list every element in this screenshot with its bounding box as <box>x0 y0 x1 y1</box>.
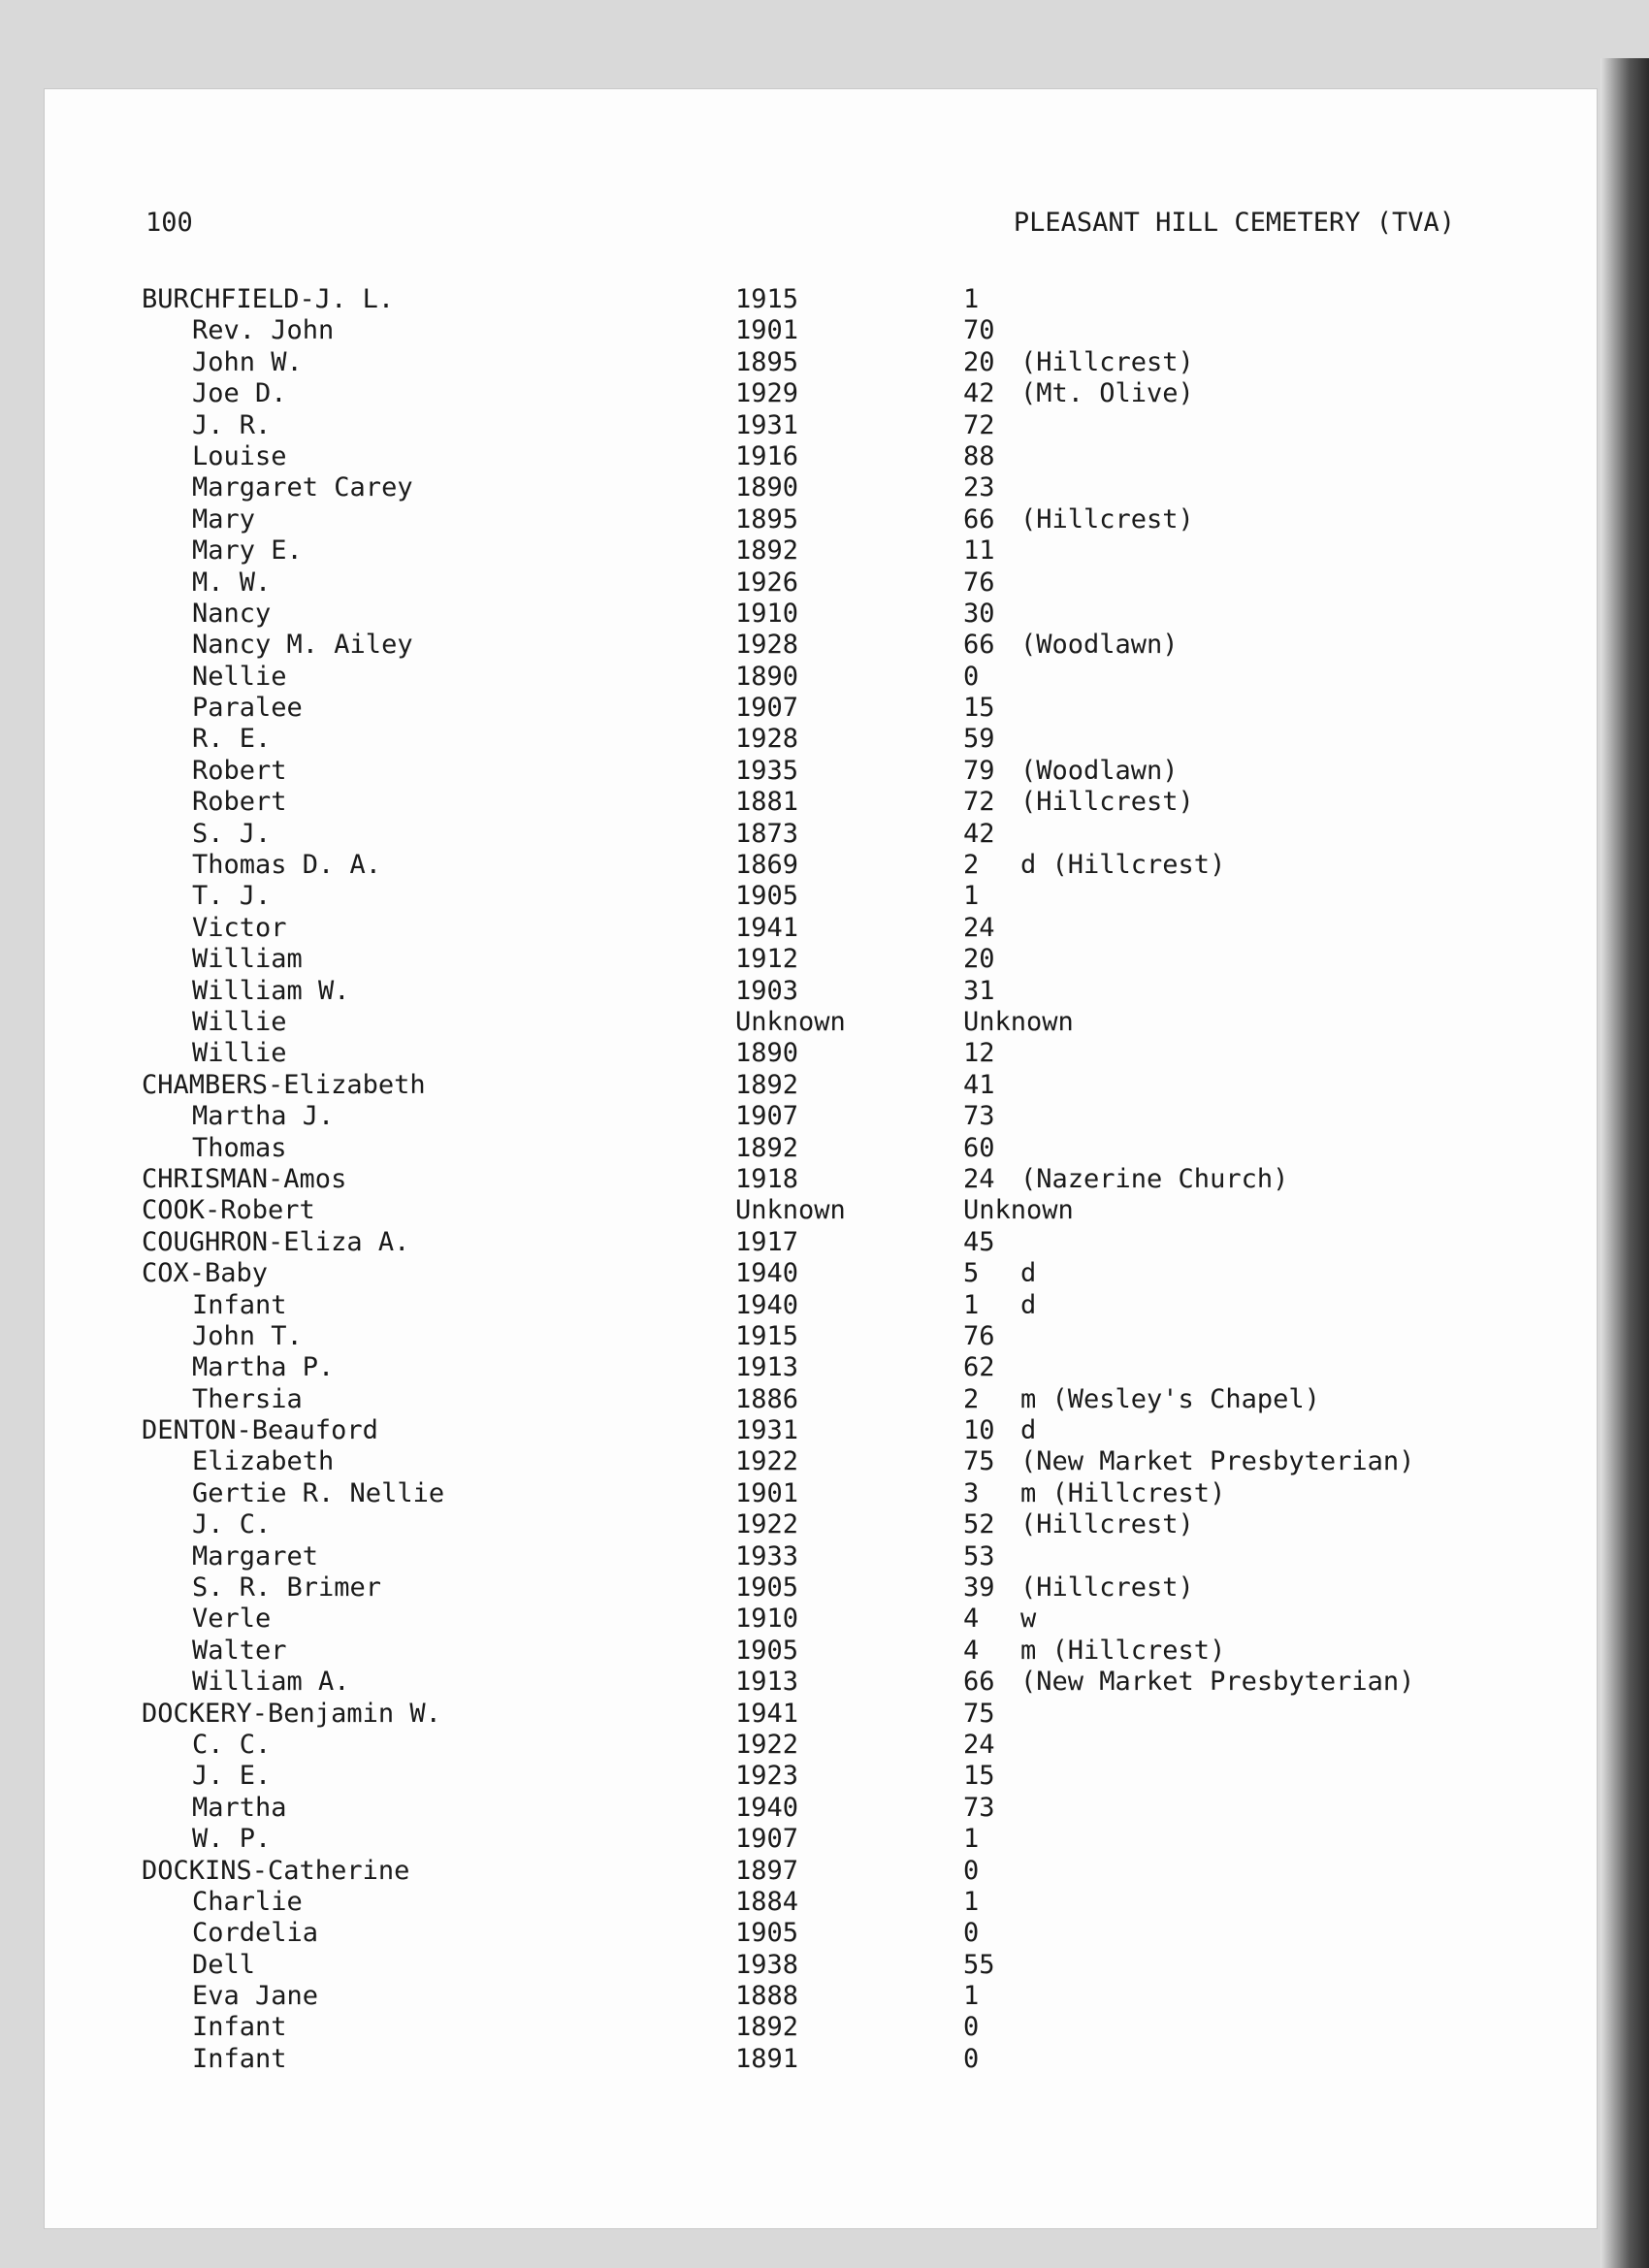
entry-age: 73 <box>963 1792 995 1823</box>
entry-name: COUGHRON-Eliza A. <box>142 1226 410 1257</box>
entry-name: Willie <box>192 1006 287 1037</box>
entry-year: 1928 <box>735 630 799 661</box>
entry-year: 1931 <box>735 409 799 440</box>
entry-name: DOCKINS-Catherine <box>142 1855 410 1886</box>
entry-year: 1895 <box>735 503 799 535</box>
entry-name: CHRISMAN-Amos <box>142 1163 347 1194</box>
entry-age: 0 <box>963 2043 980 2074</box>
entry-age: 20 <box>963 944 995 975</box>
entry-year: 1890 <box>735 472 799 503</box>
entry-note: (Nazerine Church) <box>1020 1163 1289 1194</box>
entry-year: 1907 <box>735 1101 799 1132</box>
entry-year: 1938 <box>735 1949 799 1980</box>
entry-name: Elizabeth <box>192 1446 335 1477</box>
entry-name: William W. <box>192 975 350 1006</box>
entry-year: 1907 <box>735 1824 799 1855</box>
entry-year: 1922 <box>735 1729 799 1760</box>
entry-year: 1940 <box>735 1792 799 1823</box>
entry-age: 42 <box>963 378 995 409</box>
entry-year: 1881 <box>735 787 799 818</box>
entry-age: 24 <box>963 912 995 943</box>
entry-year: 1901 <box>735 315 799 346</box>
entry-age: 39 <box>963 1572 995 1604</box>
entry-age: 1 <box>963 1824 980 1855</box>
entry-name: Dell <box>192 1949 256 1980</box>
entry-name: William <box>192 944 303 975</box>
entry-name: Margaret Carey <box>192 472 413 503</box>
entry-name: Thomas D. A. <box>192 850 382 881</box>
entry-note: m (Hillcrest) <box>1020 1635 1226 1666</box>
entry-name: Robert <box>192 787 287 818</box>
entry-year: 1935 <box>735 755 799 786</box>
entry-year: 1929 <box>735 378 799 409</box>
entry-note: w <box>1020 1604 1037 1635</box>
entry-year: 1940 <box>735 1258 799 1289</box>
entry-name: J. E. <box>192 1761 272 1792</box>
entry-year: 1926 <box>735 567 799 598</box>
entry-year: 1941 <box>735 912 799 943</box>
entry-age: 73 <box>963 1101 995 1132</box>
entry-year: 1891 <box>735 2043 799 2074</box>
entry-year: 1905 <box>735 1918 799 1949</box>
entry-note: (New Market Presbyterian) <box>1020 1446 1415 1477</box>
entry-name: Infant <box>192 1289 287 1320</box>
entry-name: Thersia <box>192 1383 303 1414</box>
entry-year: 1888 <box>735 1981 799 2012</box>
entry-name: COX-Baby <box>142 1258 269 1289</box>
entry-age: 1 <box>963 1886 980 1917</box>
entry-age: 30 <box>963 598 995 629</box>
entry-year: 1931 <box>735 1415 799 1446</box>
entry-note: (Hillcrest) <box>1020 1509 1194 1540</box>
entry-age: 0 <box>963 2012 980 2043</box>
entry-age: 79 <box>963 755 995 786</box>
entry-note: d (Hillcrest) <box>1020 850 1226 881</box>
entry-age: 1 <box>963 1289 980 1320</box>
entry-age: 3 <box>963 1477 980 1508</box>
entry-name: COOK-Robert <box>142 1195 315 1226</box>
entry-age: 76 <box>963 567 995 598</box>
entry-age: 41 <box>963 1069 995 1100</box>
entry-year: 1941 <box>735 1698 799 1729</box>
entry-name: R. E. <box>192 724 272 755</box>
entry-age: 72 <box>963 409 995 440</box>
entry-name: Paralee <box>192 693 303 724</box>
entry-name: W. P. <box>192 1824 272 1855</box>
entry-age: 66 <box>963 503 995 535</box>
entry-year: Unknown <box>735 1195 846 1226</box>
entry-name: Nancy M. Ailey <box>192 630 413 661</box>
entry-age: 75 <box>963 1446 995 1477</box>
entry-name: BURCHFIELD-J. L. <box>142 284 395 314</box>
entry-year: 1922 <box>735 1509 799 1540</box>
entry-note: d <box>1020 1258 1037 1289</box>
entry-note: m (Wesley's Chapel) <box>1020 1383 1320 1414</box>
entry-year: 1892 <box>735 1132 799 1163</box>
entry-name: J. C. <box>192 1509 272 1540</box>
entry-year: 1928 <box>735 724 799 755</box>
entry-year: 1869 <box>735 850 799 881</box>
entry-year: Unknown <box>735 1006 846 1037</box>
entry-name: Nancy <box>192 598 272 629</box>
entry-age: 53 <box>963 1540 995 1571</box>
entry-age: 23 <box>963 472 995 503</box>
entry-age: 70 <box>963 315 995 346</box>
page-number: 100 <box>146 208 193 238</box>
entry-age: 2 <box>963 850 980 881</box>
entry-name: S. J. <box>192 818 272 849</box>
entry-note: d <box>1020 1289 1037 1320</box>
entry-note: (Woodlawn) <box>1020 630 1179 661</box>
entry-age: 66 <box>963 630 995 661</box>
entry-name: Charlie <box>192 1886 303 1917</box>
entry-year: 1917 <box>735 1226 799 1257</box>
entry-age: 24 <box>963 1163 995 1194</box>
entry-year: 1886 <box>735 1383 799 1414</box>
entry-age: 52 <box>963 1509 995 1540</box>
entry-age: 4 <box>963 1635 980 1666</box>
entry-age: 15 <box>963 1761 995 1792</box>
entry-age: 72 <box>963 787 995 818</box>
entry-name: Verle <box>192 1604 272 1635</box>
entry-name: Eva Jane <box>192 1981 319 2012</box>
entry-year: 1915 <box>735 284 799 314</box>
entry-name: DENTON-Beauford <box>142 1415 378 1446</box>
entry-name: Joe D. <box>192 378 287 409</box>
entry-year: 1910 <box>735 598 799 629</box>
entry-note: (Hillcrest) <box>1020 1572 1194 1604</box>
entry-name: CHAMBERS-Elizabeth <box>142 1069 426 1100</box>
entry-name: Nellie <box>192 661 287 692</box>
entry-age: 1 <box>963 881 980 912</box>
entry-age: 88 <box>963 440 995 471</box>
entry-name: Cordelia <box>192 1918 319 1949</box>
entry-year: 1913 <box>735 1352 799 1383</box>
entry-note: (Mt. Olive) <box>1020 378 1194 409</box>
entry-age: 62 <box>963 1352 995 1383</box>
entry-age: 11 <box>963 535 995 567</box>
entry-year: 1890 <box>735 661 799 692</box>
entry-age: 59 <box>963 724 995 755</box>
entry-age: 75 <box>963 1698 995 1729</box>
entry-name: Martha <box>192 1792 287 1823</box>
entry-name: Louise <box>192 440 287 471</box>
entry-age: 55 <box>963 1949 995 1980</box>
entry-name: Victor <box>192 912 287 943</box>
page-title: PLEASANT HILL CEMETERY (TVA) <box>1013 208 1455 238</box>
entry-name: Thomas <box>192 1132 287 1163</box>
entry-age: Unknown <box>963 1195 1074 1226</box>
entry-age: 66 <box>963 1667 995 1698</box>
entry-name: C. C. <box>192 1729 272 1760</box>
entry-age: 2 <box>963 1383 980 1414</box>
entry-note: (New Market Presbyterian) <box>1020 1667 1415 1698</box>
entry-age: 20 <box>963 346 995 377</box>
entry-name: Mary E. <box>192 535 303 567</box>
entry-year: 1918 <box>735 1163 799 1194</box>
entry-note: (Hillcrest) <box>1020 346 1194 377</box>
entry-age: 15 <box>963 693 995 724</box>
entry-year: 1922 <box>735 1446 799 1477</box>
entry-name: Gertie R. Nellie <box>192 1477 445 1508</box>
entry-age: 60 <box>963 1132 995 1163</box>
entry-age: 4 <box>963 1604 980 1635</box>
entry-name: Robert <box>192 755 287 786</box>
entry-name: Mary <box>192 503 256 535</box>
entry-age: 12 <box>963 1038 995 1069</box>
entry-name: William A. <box>192 1667 350 1698</box>
entry-name: S. R. Brimer <box>192 1572 382 1604</box>
entry-age: 0 <box>963 1855 980 1886</box>
entry-year: 1903 <box>735 975 799 1006</box>
entry-name: DOCKERY-Benjamin W. <box>142 1698 441 1729</box>
entry-name: Rev. John <box>192 315 335 346</box>
entry-age: 24 <box>963 1729 995 1760</box>
entry-age: 76 <box>963 1320 995 1351</box>
entry-age: 1 <box>963 1981 980 2012</box>
entry-age: 31 <box>963 975 995 1006</box>
entry-age: Unknown <box>963 1006 1074 1037</box>
entry-name: John W. <box>192 346 303 377</box>
entry-year: 1892 <box>735 535 799 567</box>
entry-year: 1913 <box>735 1667 799 1698</box>
entry-age: 45 <box>963 1226 995 1257</box>
entry-note: (Hillcrest) <box>1020 503 1194 535</box>
entry-year: 1912 <box>735 944 799 975</box>
binder-edge <box>1600 58 1649 2268</box>
entry-year: 1892 <box>735 2012 799 2043</box>
entry-name: Martha J. <box>192 1101 335 1132</box>
entry-note: (Hillcrest) <box>1020 787 1194 818</box>
entry-name: J. R. <box>192 409 272 440</box>
entry-name: Willie <box>192 1038 287 1069</box>
entry-note: m (Hillcrest) <box>1020 1477 1226 1508</box>
entry-year: 1905 <box>735 881 799 912</box>
entry-year: 1905 <box>735 1572 799 1604</box>
entry-year: 1907 <box>735 693 799 724</box>
entry-year: 1916 <box>735 440 799 471</box>
entry-year: 1884 <box>735 1886 799 1917</box>
entry-age: 42 <box>963 818 995 849</box>
entry-age: 1 <box>963 284 980 314</box>
entry-note: (Woodlawn) <box>1020 755 1179 786</box>
entry-year: 1901 <box>735 1477 799 1508</box>
entry-age: 5 <box>963 1258 980 1289</box>
entry-name: John T. <box>192 1320 303 1351</box>
entry-note: d <box>1020 1415 1037 1446</box>
entry-age: 0 <box>963 1918 980 1949</box>
entry-year: 1890 <box>735 1038 799 1069</box>
entry-name: Martha P. <box>192 1352 335 1383</box>
entry-year: 1892 <box>735 1069 799 1100</box>
entry-name: Infant <box>192 2012 287 2043</box>
entry-year: 1897 <box>735 1855 799 1886</box>
entry-name: Walter <box>192 1635 287 1666</box>
entry-year: 1940 <box>735 1289 799 1320</box>
entry-year: 1923 <box>735 1761 799 1792</box>
entry-name: Infant <box>192 2043 287 2074</box>
entry-year: 1933 <box>735 1540 799 1571</box>
entry-name: T. J. <box>192 881 272 912</box>
entry-year: 1915 <box>735 1320 799 1351</box>
entry-name: M. W. <box>192 567 272 598</box>
entry-year: 1895 <box>735 346 799 377</box>
entry-age: 10 <box>963 1415 995 1446</box>
entry-year: 1910 <box>735 1604 799 1635</box>
entry-age: 0 <box>963 661 980 692</box>
entry-year: 1873 <box>735 818 799 849</box>
entry-name: Margaret <box>192 1540 319 1571</box>
entry-year: 1905 <box>735 1635 799 1666</box>
